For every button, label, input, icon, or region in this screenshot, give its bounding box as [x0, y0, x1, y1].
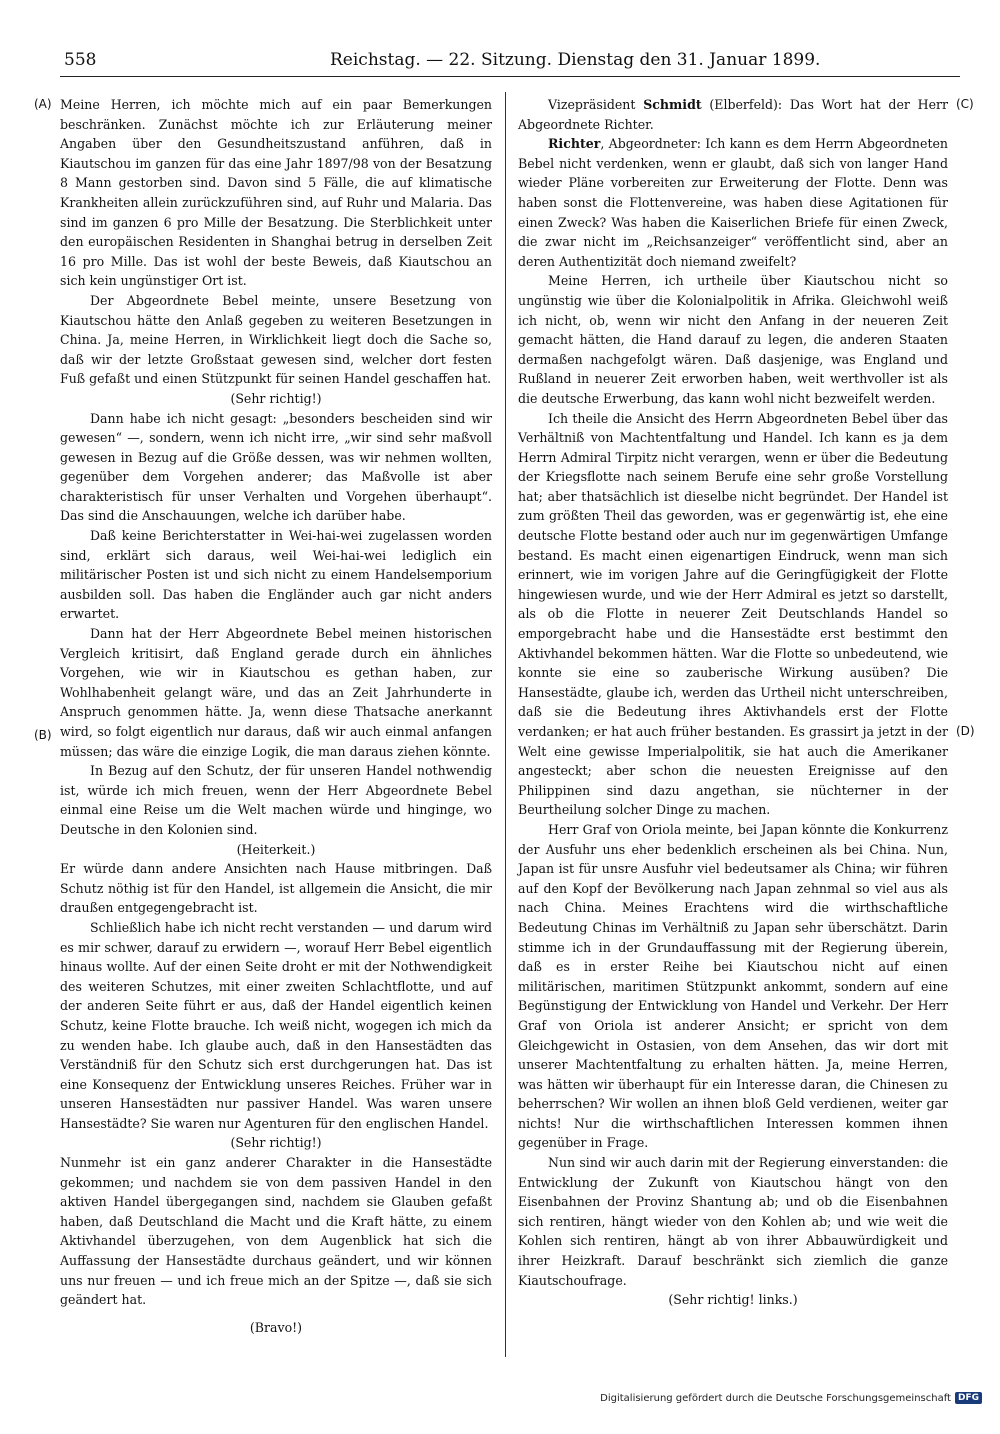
interjection: (Sehr richtig! links.) [668, 1292, 798, 1308]
paragraph: In Bezug auf den Schutz, der für unseren Handel nothwendig ist, würde ich mich freuen, wenn der Herr Abgeordnete Bebel einmal eine Reise um die Welt machen würde und hinginge, wo Deutsche in den Kolonien sind. [60, 763, 492, 837]
speaker-name: Richter [548, 136, 601, 152]
paragraph: Herr Graf von Oriola meinte, bei Japan könnte die Konkurrenz der Ausfuhr uns eher bedenklich erscheinen als bei China. Nun, Japan ist für unsre Ausfuhr viel bedeutsamer als China; wir führen auf den Kopf der Bevölkerung nach Japan zehnmal so viel aus als nach China. Meines Erachtens wird die wirthschaftliche Bedeutung Chinas im Verhältniß zu Japan sehr überschätzt. Darin stimme ich in der Grundauffassung mit der Regierung überein, daß es in erster Reihe bei Kiautschou nicht auf einen militärischen, maritimen Stützpunkt ankommt, sondern auf eine Begünstigung der Entwicklung von Handel und Verkehr. Der Herr Graf von Oriola ist anderer Ansicht; er spricht von dem Gleichgewicht in Ostasien, von dem Ansehen, das wir dort mit unserer Machtentfaltung zu erhalten hätten. Ja, meine Herren, was hätten wir überhaupt für ein Interesse daran, die Chinesen zu beherrschen? Wir wollen an ihnen bloß Geld verdienen, weiter gar nichts! Nur die wirthschaftlichen Interessen kommen ihnen gegenüber in Frage. [518, 821, 948, 1151]
right-column [518, 95, 948, 1310]
interjection: (Sehr richtig!) [230, 390, 322, 406]
page-header [60, 50, 960, 77]
margin-mark-b: (B) [34, 728, 52, 742]
speaker-text: (Elberfeld): Das Wort hat der Herr Abgeordnete Richter. [518, 97, 948, 132]
speaker-name: Schmidt [643, 97, 702, 112]
interjection: (Bravo!) [249, 1319, 303, 1335]
interjection: (Heiterkeit.) [236, 841, 316, 857]
speaker-intro [518, 95, 948, 134]
dfg-logo: DFG [955, 1392, 982, 1404]
paragraph: Nunmehr ist ein ganz anderer Charakter in die Hansestädte gekommen; und nachdem sie von dem passiven Handel in den aktiven Handel übergegangen sind, nachdem sie Glauben gefaßt haben, daß Deutschland die Macht und die Kraft hätte, zu einem Aktivhandel überzugehen, von dem Augenblick hat sich die Auffassung der Hansestädte durchaus geändert, und wir können uns nur freuen — und ich freue mich an der Spitze —, daß sie sich geändert hat. [60, 1155, 492, 1308]
margin-mark-c: (C) [956, 97, 974, 111]
paragraph: Der Abgeordnete Bebel meinte, unsere Besetzung von Kiautschou hätte den Anlaß gegeben zu weiteren Besetzungen in China. Ja, meine Herren, in Wirklichkeit liegt doch die Sache so, daß wir der letzte Großstaat gewesen sind, welcher dort festen Fuß gefaßt und einen Stützpunkt für seinen Handel geschaffen hat. [60, 292, 492, 387]
footer-text: Digitalisierung gefördert durch die Deutsche Forschungsgemeinschaft [600, 1392, 951, 1404]
paragraph: Er würde dann andere Ansichten nach Hause mitbringen. Daß Schutz nöthig ist für den Handel, ist allgemein die Ansicht, die mir draußen entgegengebracht ist. [60, 861, 492, 916]
footer-credit [600, 1392, 982, 1404]
page-number: 558 [64, 50, 97, 70]
paragraph: Meine Herren, ich möchte mich auf ein paar Bemerkungen beschränken. Zunächst möchte ich zur Erläuterung meiner Angaben über den Gesundheitszustand anführen, daß in Kiautschou im ganzen für das eine Jahr 1897/98 von der Besatzung 8 Mann gestorben sind. Davon sind 5 Fälle, die auf klimatische Krankheiten allein zurückzuführen sind, auf Ruhr und Malaria. Das sind im ganzen 6 pro Mille der Besatzung. Die Sterblichkeit unter den europäischen Residenten in Shanghai betrug in derselben Zeit 16 pro Mille. Das ist wohl der beste Beweis, daß Kiautschou an sich kein ungünstiger Ort ist. [60, 97, 492, 289]
speaker-title: Vizepräsident [548, 97, 644, 112]
paragraph: Dann habe ich nicht gesagt: „besonders bescheiden sind wir gewesen“ —, sondern, wenn ich nicht irre, „wir sind sehr maßvoll gewesen in Bezug auf die Größe dessen, was wir nehmen wollten, gegenüber dem Vorgehen anderer; das Maßvolle ist aber charakteristisch für unser Verhalten und Vorgehen überhaupt“. Das sind die Anschauungen, welche ich darüber habe. [60, 410, 492, 524]
paragraph: Dann hat der Herr Abgeordnete Bebel meinen historischen Vergleich kritisirt, daß England gerade durch ein ähnliches Vorgehen, wie wir in Kiautschou es gethan haben, zur Wohlhabenheit gelangt wäre, und das an Zeit Jahrhunderte in Anspruch genommen hätte. Ja, wenn diese Thatsache anerkannt wird, so folgt eigentlich nur daraus, daß wir auch einmal anfangen müssen; das wäre die einzige Logik, die man daraus ziehen könnte. [60, 626, 492, 759]
page-title: Reichstag. — 22. Sitzung. Dienstag den 31. Januar 1899. [330, 50, 821, 70]
paragraph: Daß keine Berichterstatter in Wei-hai-wei zugelassen worden sind, erklärt sich daraus, weil Wei-hai-wei lediglich ein militärischer Posten ist und sich nicht zu einem Handelsemporium ausbilden soll. Das haben die Engländer auch gar nicht anders erwartet. [60, 528, 492, 622]
paragraph: Ich theile die Ansicht des Herrn Abgeordneten Bebel über das Verhältniß von Machtentfaltung und Handel. Ich kann es ja dem Herrn Admiral Tirpitz nicht verargen, wenn er über die Bedeutung der Kriegsflotte nach seinem Berufe eine sehr große Vorstellung hat; aber thatsächlich ist dieselbe nicht begründet. Der Handel ist zum größten Theil das geworden, was er gegenwärtig ist, ehe eine deutsche Flotte bestand oder auch nur im gegenwärtigen Umfange bestand. Es macht einen eigenartigen Eindruck, wenn man sich erinnert, wie im vorigen Jahre auf die Geringfügigkeit der Flotte hingewiesen wurde, und wie der Herr Admiral es jetzt so darstellt, als ob die Flotte in neuerer Zeit Deutschlands Handel so emporgebracht habe und die Hansestädte erst bestimmt den Aktivhandel bekommen hätten. War die Flotte so unbedeutend, wie konnte sie eine so zauberische Wirkung ausüben? Die Hansestädte, glaube ich, werden das Urtheil nicht unterschreiben, daß sie die Bedeutung ihres Aktivhandels erst der Flotte verdanken; er hat auch früher bestanden. Es grassirt ja jetzt in der Welt eine gewisse Imperialpolitik, sie hat auch die Amerikaner angesteckt; aber schon die neuesten Ereignisse auf den Philippinen sind dazu angethan, sie nüchterner in der Beurtheilung solcher Dinge zu machen. [518, 410, 948, 818]
paragraph: Meine Herren, ich urtheile über Kiautschou nicht so ungünstig wie über die Kolonialpolitik in Afrika. Gleichwohl weiß ich nicht, ob, wenn wir nicht den Anfang in der neueren Zeit gemacht hätten, die Hand darauf zu legen, die anderen Staaten dermaßen nachgefolgt wären. Daß dasjenige, was England und Rußland in neuerer Zeit erworben haben, weit werthvoller ist als die deutsche Erwerbung, das kann wohl nicht bezweifelt werden. [518, 273, 948, 406]
paragraph: Nun sind wir auch darin mit der Regierung einverstanden: die Entwicklung der Zukunft von Kiautschou hängt von den Eisenbahnen der Provinz Shantung ab; und ob die Eisenbahnen sich rentiren, hängt wieder von den Kohlen ab; und wie weit die Kohlen sich rentiren, hängt ab von ihrer Abbauwürdigkeit und ihrer Heizkraft. Darauf beschränkt sich ziemlich die ganze Kiautschoufrage. [518, 1155, 948, 1288]
interjection: (Sehr richtig!) [230, 1135, 322, 1151]
paragraph: Schließlich habe ich nicht recht verstanden — und darum wird es mir schwer, darauf zu erwidern —, worauf Herr Bebel eigentlich hinaus wollte. Auf der einen Seite droht er mit der Nothwendigkeit des weiteren Schutzes, mit einer zweiten Schlachtflotte, und auf der anderen Seite führt er aus, daß der Handel eigentlich keinen Schutz, keine Flotte brauche. Ich weiß nicht, wogegen ich mich da zu wenden habe. Ich glaube auch, daß in den Hansestädten das Verständniß für den Schutz sich erst durchgerungen hat. Das ist eine Konsequenz der Entwicklung unseres Reiches. Früher war in unseren Hansestädten nur passiver Handel. Was waren unsere Hansestädte? Sie waren nur Agenturen für den englischen Handel. [60, 919, 492, 1131]
column-divider [505, 92, 506, 1357]
margin-mark-d: (D) [956, 724, 975, 738]
speech-start [518, 134, 948, 271]
margin-mark-a: (A) [34, 97, 52, 111]
speaker-text: , Abgeordneter: Ich kann es dem Herrn Abgeordneten Bebel nicht verdenken, wenn er glaubt, daß sich von langer Hand wieder Pläne vorbereiten zur Erweiterung der Flotte. Denn was haben sonst die Flottenvereine, was haben diese Agitationen für einen Zweck? Was haben die Kaiserlichen Briefe für einen Zweck, die zwar nicht im „Reichsanzeiger“ veröffentlicht sind, aber an deren Authentizität doch niemand zweifelt? [518, 136, 948, 269]
left-column [60, 95, 492, 1337]
